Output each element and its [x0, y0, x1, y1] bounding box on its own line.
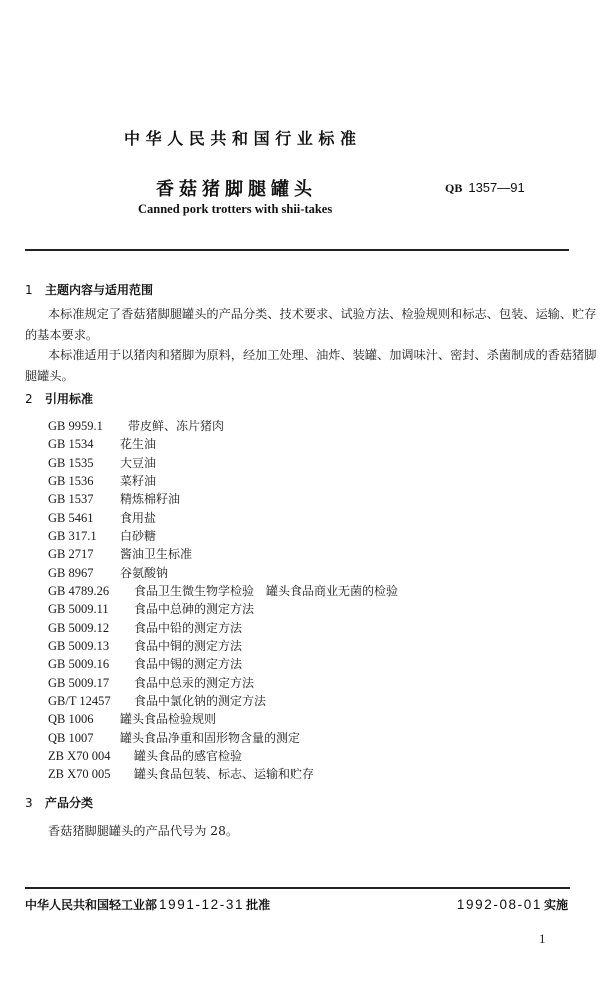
reference-code: GB 5009.12: [48, 620, 110, 635]
approver: 中华人民共和国轻工业部: [25, 898, 158, 912]
reference-item: [48, 509, 156, 526]
reference-item: [48, 545, 192, 562]
reference-code: GB 5009.17: [48, 675, 110, 690]
reference-code: QB 1006: [48, 712, 94, 726]
reference-code: ZB X70 004: [48, 749, 111, 763]
reference-item: [48, 729, 300, 746]
reference-code: QB 1007: [48, 730, 94, 745]
approval-date: 1991-12-31: [159, 897, 245, 912]
reference-title: 白砂糖: [120, 529, 157, 543]
reference-item: [48, 619, 242, 636]
reference-item: [48, 692, 266, 709]
reference-item: [48, 472, 156, 489]
reference-item: [48, 417, 224, 434]
reference-title: 菜籽油: [120, 474, 157, 488]
reference-code: ZB X70 005: [48, 767, 111, 781]
reference-item: [48, 527, 156, 544]
paragraph-line: 本标准适用于以猪肉和猪脚为原料，经加工处理、油炸、装罐、加调味汁、密封、杀菌制成的香菇猪脚: [48, 348, 597, 362]
reference-item: [48, 710, 216, 727]
section-title: 产品分类: [45, 796, 94, 810]
section-number: 2: [25, 392, 33, 406]
reference-code: GB 1537: [48, 492, 94, 506]
standard-code: [445, 180, 525, 196]
reference-title: 谷氨酸钠: [120, 565, 169, 580]
reference-title: 精炼棉籽油: [120, 492, 181, 506]
reference-code: GB 9959.1: [48, 419, 103, 433]
section-number: 1: [25, 283, 33, 297]
reference-title: 食品中铅的测定方法: [134, 620, 243, 635]
section-number: 3: [25, 796, 33, 810]
reference-title: 食品卫生微生物学检验 罐头食品商业无菌的检验: [134, 584, 399, 598]
page-number: 1: [539, 931, 546, 946]
approval-info: [25, 896, 270, 913]
standard-type-heading: 中华人民共和国行业标准: [124, 129, 362, 148]
effective-label: 实施: [543, 898, 568, 912]
section-2-heading: [25, 390, 93, 407]
reference-code: GB 2717: [48, 547, 94, 561]
reference-title: 食品中总砷的测定方法: [134, 602, 255, 616]
effective-info: [455, 896, 568, 913]
approval-label: 批准: [246, 898, 271, 912]
reference-code: GB 1535: [48, 455, 94, 470]
reference-title: 食品中总汞的测定方法: [134, 675, 255, 690]
reference-title: 食品中锡的测定方法: [134, 657, 243, 671]
reference-item: [48, 564, 168, 581]
reference-title: 罐头食品检验规则: [120, 712, 217, 726]
reference-code: GB 5461: [48, 510, 94, 525]
reference-item: [48, 435, 156, 452]
reference-code: GB 4789.26: [48, 584, 110, 598]
reference-title: 食用盐: [120, 510, 157, 525]
reference-code: GB/T 12457: [48, 694, 111, 708]
reference-code: GB 1534: [48, 437, 94, 451]
paragraph-line: 腿罐头。: [25, 369, 74, 383]
paragraph-line: 本标准规定了香菇猪脚腿罐头的产品分类、技术要求、试验方法、检验规则和标志、包装、运输、贮存: [48, 307, 597, 321]
reference-title: 罐头食品的感官检验: [134, 749, 243, 763]
reference-code: GB 317.1: [48, 529, 97, 543]
section-1-heading: [25, 281, 153, 298]
reference-item: [48, 674, 254, 691]
reference-item: [48, 600, 254, 617]
section-title: 引用标准: [45, 392, 94, 406]
document-subtitle-english: Canned pork trotters with shii-takes: [138, 202, 333, 216]
reference-item: [48, 747, 242, 764]
reference-item: [48, 637, 242, 654]
reference-code: GB 5009.11: [48, 602, 109, 616]
reference-title: 酱油卫生标准: [120, 547, 193, 561]
reference-item: [48, 765, 314, 782]
footer-divider: [25, 887, 570, 889]
reference-title: 罐头食品净重和固形物含量的测定: [120, 730, 301, 745]
standard-code-number: 1357—91: [468, 180, 525, 195]
paragraph-line: 香菇猪脚腿罐头的产品代号为 28。: [48, 824, 239, 838]
reference-title: 带皮鲜、冻片猪肉: [128, 419, 225, 433]
document-title: 香菇猪脚腿罐头: [156, 179, 317, 200]
reference-item: [48, 490, 180, 507]
reference-title: 食品中氯化钠的测定方法: [134, 694, 267, 708]
reference-item: [48, 655, 242, 672]
section-3-heading: [25, 794, 93, 811]
reference-title: 罐头食品包装、标志、运输和贮存: [134, 767, 315, 781]
reference-title: 大豆油: [120, 455, 157, 470]
reference-code: GB 5009.13: [48, 639, 110, 653]
reference-title: 食品中铜的测定方法: [134, 639, 243, 653]
reference-item: [48, 454, 156, 471]
reference-code: GB 8967: [48, 565, 94, 580]
header-divider: [25, 249, 569, 251]
reference-code: GB 1536: [48, 474, 94, 488]
standard-code-prefix: QB: [445, 181, 463, 195]
reference-item: [48, 582, 398, 599]
section-title: 主题内容与适用范围: [45, 283, 154, 297]
effective-date: 1992-08-01: [456, 897, 542, 912]
paragraph-line: 的基本要求。: [25, 328, 99, 342]
reference-title: 花生油: [120, 437, 157, 451]
reference-code: GB 5009.16: [48, 657, 110, 671]
